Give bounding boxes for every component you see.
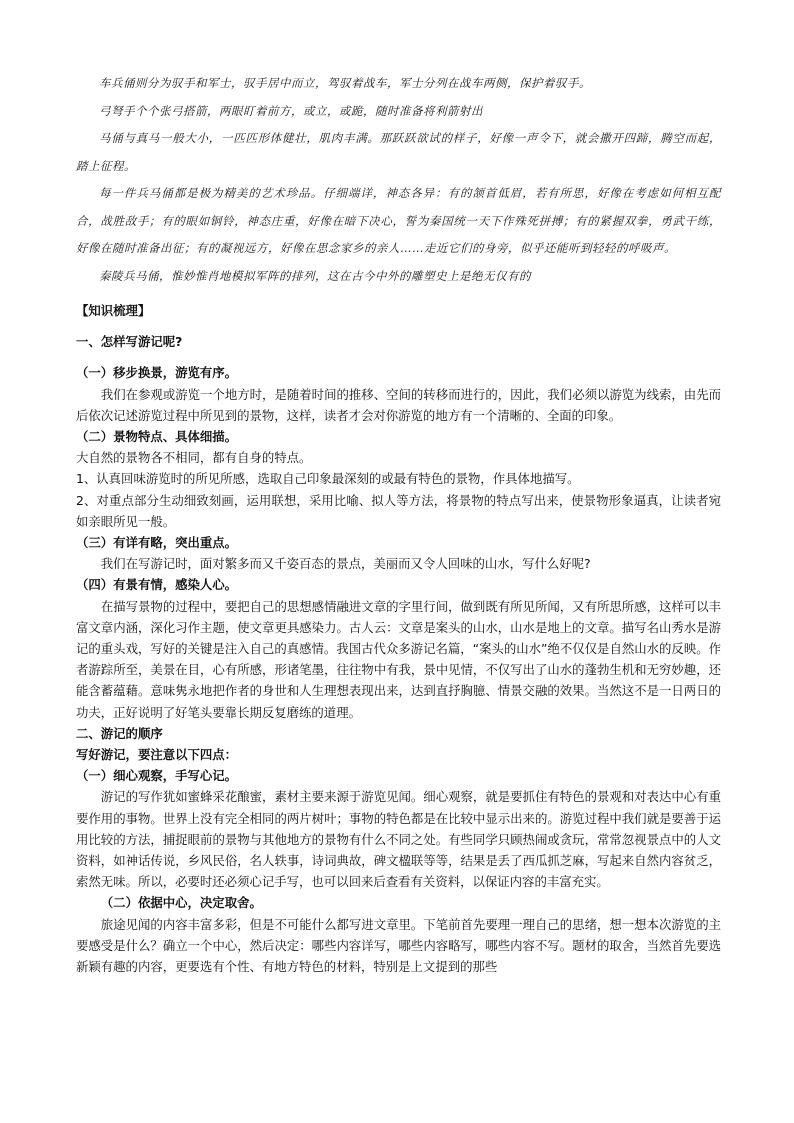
part2-s1-title: （一）细心观察，手写心记。 <box>76 768 238 784</box>
part1-s3-body: 我们在写游记时，面对繁多而又千姿百态的景点，美丽而又令人回味的山水，写什么好呢? <box>100 556 591 572</box>
handwritten-passage <box>76 70 721 290</box>
part2-s2-body: 旅途见闻的内容丰富多彩，但是不可能什么都写进文章里。下笔前首先要理一理自己的思绪，想一想本次游览的主要感受是什么？确立一个中心，然后决定：哪些内容详写，哪些内容略写，哪些内容不写。题材的取舍，当然首先要选新颖有趣的内容，更要选有个性、有地方特色的材料，特别是上文提到的那些 <box>76 916 721 975</box>
part1-s4-body: 在描写景物的过程中，要把自己的思想感情融进文章的字里行间，做到既有所见所闻，又有所思所感，这样可以丰富文章内涵，深化习作主题，使文章更具感染力。古人云：文章是案头的山水，山水是地上的文章。描写名山秀水是游记的重头戏，写好的关键是注入自己的真感情。我国古代众多游记名篇，“案头的山水”绝不仅仅是自然山水的反映。作者游踪所至，美景在目，心有所感，形诸笔墨，往往物中有我，景中见情，不仅写出了山水的蓬勃生机和无穷妙趣，还能含蓄蕴藉。意味隽永地把作者的身世和人生理想表现出来，达到直抒胸臆、情景交融的效果。当然这不是一日两日的功夫，正好说明了好笔头要靠长期反复磨练的道理。 <box>76 598 721 720</box>
part1-s1-title: （一）移步换景，游览有序。 <box>76 365 238 381</box>
part1-s2-item1: 1、认真回味游览时的所见所感，选取自己印象最深刻的或最有特色的景物，作具体地描写。 <box>76 471 580 487</box>
part2-s2-title: （二）依据中心，决定取舍。 <box>100 895 262 911</box>
part2-title: 二、游记的顺序 <box>76 725 163 741</box>
part1-s3-title: （三）有详有略，突出重点。 <box>76 535 238 551</box>
part1-s2-title: （二）景物特点、具体细描。 <box>76 429 238 445</box>
knowledge-section <box>76 300 721 977</box>
handwritten-paragraph: 每一件兵马俑都是极为精美的艺术珍品。仔细端详，神态各异：有的颔首低眉，若有所思，好像在考虑如何相互配合，战胜敌手；有的眼如铜铃，神态庄重，好像在暗下决心，誓为秦国统一天下作殊死拼搏；有的紧握双拳，勇武干练，好像在随时准备出征；有的凝视远方，好像在思念家乡的亲人……走近它们的身旁，似乎还能听到轻轻的呼吸声。 <box>76 186 721 255</box>
handwritten-paragraph: 车兵俑则分为驭手和军士，驭手居中而立，驾驭着战车，军士分列在战车两侧，保护着驭手。 <box>99 76 591 90</box>
part2-subtitle: 写好游记，要注意以下四点： <box>76 747 238 763</box>
handwritten-paragraph: 马俑与真马一般大小，一匹匹形体健壮，肌肉丰满。那跃跃欲试的样子，好像一声令下，就会撒开四蹄，腾空而起，踏上征程。 <box>76 131 721 173</box>
part1-s1-body: 我们在参观或游览一个地方时，是随着时间的推移、空间的转移而进行的，因此，我们必须以游览为线索，由先而后依次记述游览过程中所见到的景物，这样，读者才会对你游览的地方有一个清晰的、全面的印象。 <box>76 386 721 423</box>
part1-s2-line: 大自然的景物各不相同，都有自身的特点。 <box>76 450 312 466</box>
part1-title: 一、怎样写游记呢? <box>76 334 183 350</box>
part2-s1-body: 游记的写作犹如蜜蜂采花酿蜜，素材主要来源于游览见闻。细心观察，就是要抓住有特色的景观和对表达中心有重要作用的事物。世界上没有完全相同的两片树叶；事物的特色都是在比较中显示出来的。游览过程中我们就是要善于运用比较的方法，捕捉眼前的景物与其他地方的景物有什么不同之处。有些同学只顾热闹或贪玩，常常忽视景点中的人文资料，如神话传说，乡风民俗，名人轶事，诗词典故，碑文楹联等等，结果是丢了西瓜抓芝麻，写起来自然内容贫乏，索然无味。所以，必要时还必须心记手写，也可以回来后查看有关资料，以保证内容的丰富充实。 <box>76 789 721 890</box>
part1-s4-title: （四）有景有情，感染人心。 <box>76 577 238 593</box>
part1-s2-item2: 2、对重点部分生动细致刻画，运用联想，采用比喻、拟人等方法，将景物的特点写出来，使景物形象逼真，让读者宛如亲眼所见一般。 <box>76 492 721 529</box>
section-title: 【知识梳理】 <box>76 303 151 318</box>
handwritten-paragraph: 弓弩手个个张弓搭箭，两眼盯着前方，或立，或跪，随时准备将利箭射出 <box>99 103 483 118</box>
handwritten-paragraph: 秦陵兵马俑，惟妙惟肖地模拟军阵的排列，这在古今中外的雕塑史上是绝无仅有的 <box>99 268 531 283</box>
